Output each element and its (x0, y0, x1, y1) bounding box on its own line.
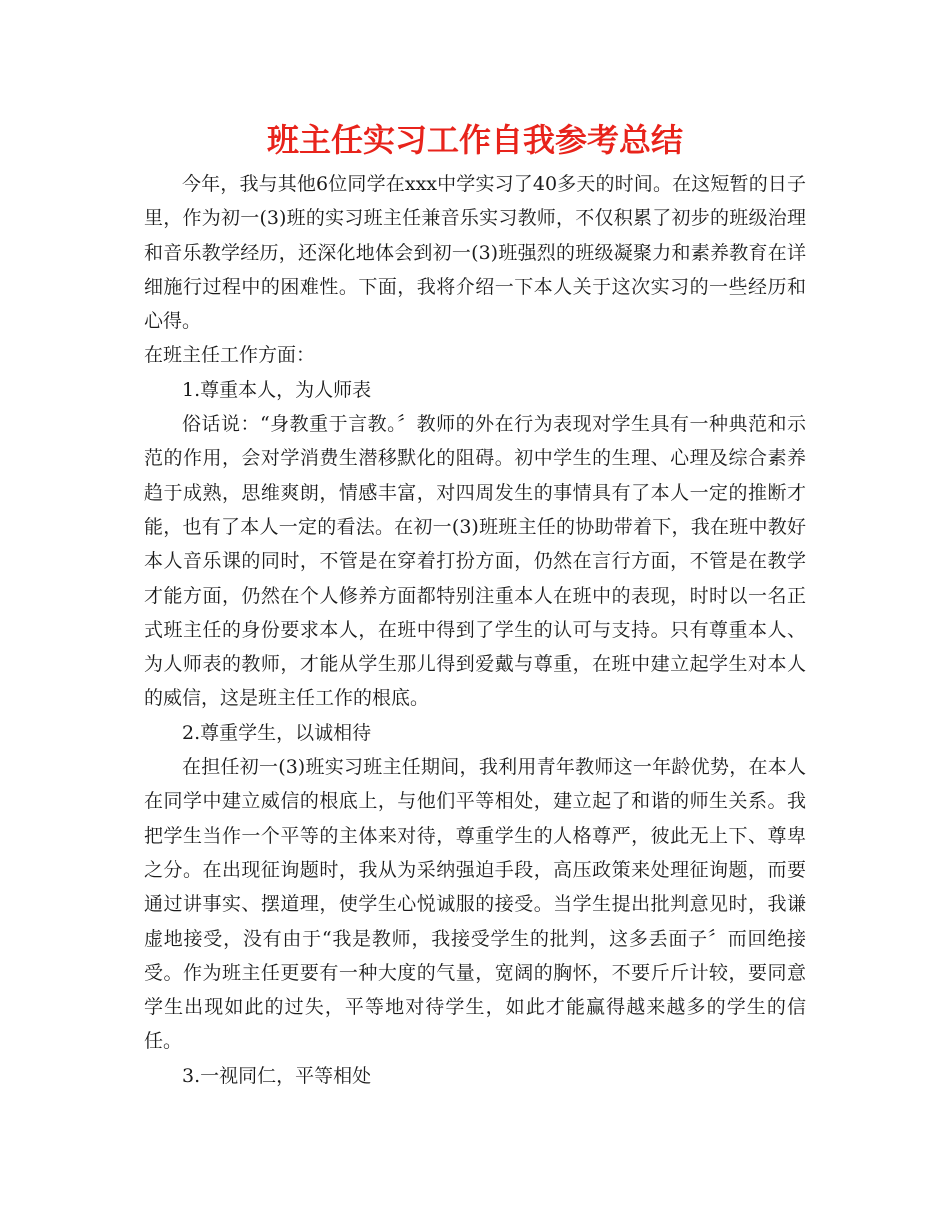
paragraph-respect-self: 俗话说：“身教重于言教。〞教师的外在行为表现对学生具有一种典范和示范的作用，会对学消费生潜移默化的阻碍。初中学生的生理、心理及综合素养趋于成熟，思维爽朗，情感丰富，对四周发生的事情具有了本人一定的推断才能，也有了本人一定的看法。在初一(3)班班主任的协助带着下，我在班中教好本人音乐课的同时，不管是在穿着打扮方面，仍然在言行方面，不管是在教学才能方面，仍然在个人修养方面都特别注重本人在班中的表现，时时以一名正式班主任的身份要求本人，在班中得到了学生的认可与支持。只有尊重本人、为人师表的教师，才能从学生那儿得到爱戴与尊重，在班中建立起学生对本人的威信，这是班主任工作的根底。 (144, 413, 806, 710)
paragraph-section-intro: 在班主任工作方面： (144, 344, 316, 367)
heading-respect-students: 2.尊重学生，以诚相待 (182, 721, 372, 744)
heading-respect-self: 1.尊重本人，为人师表 (182, 378, 372, 401)
document-body (144, 167, 806, 1093)
document-title: 班主任实习工作自我参考总结 (266, 121, 683, 159)
heading-equal-treatment: 3.一视同仁，平等相处 (182, 1064, 372, 1087)
paragraph-respect-students: 在担任初一(3)班实习班主任期间，我利用青年教师这一年龄优势，在本人在同学中建立威信的根底上，与他们平等相处，建立起了和谐的师生关系。我把学生当作一个平等的主体来对待，尊重学生的人格尊严，彼此无上下、尊卑之分。在出现征询题时，我从为采纳强迫手段，高压政策来处理征询题，而要通过讲事实、摆道理，使学生心悦诚服的接受。当学生提出批判意见时，我谦虚地接受，没有由于“我是教师，我接受学生的批判，这多丢面子〞而回绝接受。作为班主任更要有一种大度的气量，宽阔的胸怀，不要斤斤计较，要同意学生出现如此的过失，平等地对待学生，如此才能赢得越来越多的学生的信任。 (144, 756, 806, 1053)
paragraph-intro: 今年，我与其他6位同学在xxx中学实习了40多天的时间。在这短暂的日子里，作为初一(3)班的实习班主任兼音乐实习教师，不仅积累了初步的班级治理和音乐教学经历，还深化地体会到初一(3)班强烈的班级凝聚力和素养教育在详细施行过程中的困难性。下面，我将介绍一下本人关于这次实习的一些经历和心得。 (144, 173, 806, 333)
